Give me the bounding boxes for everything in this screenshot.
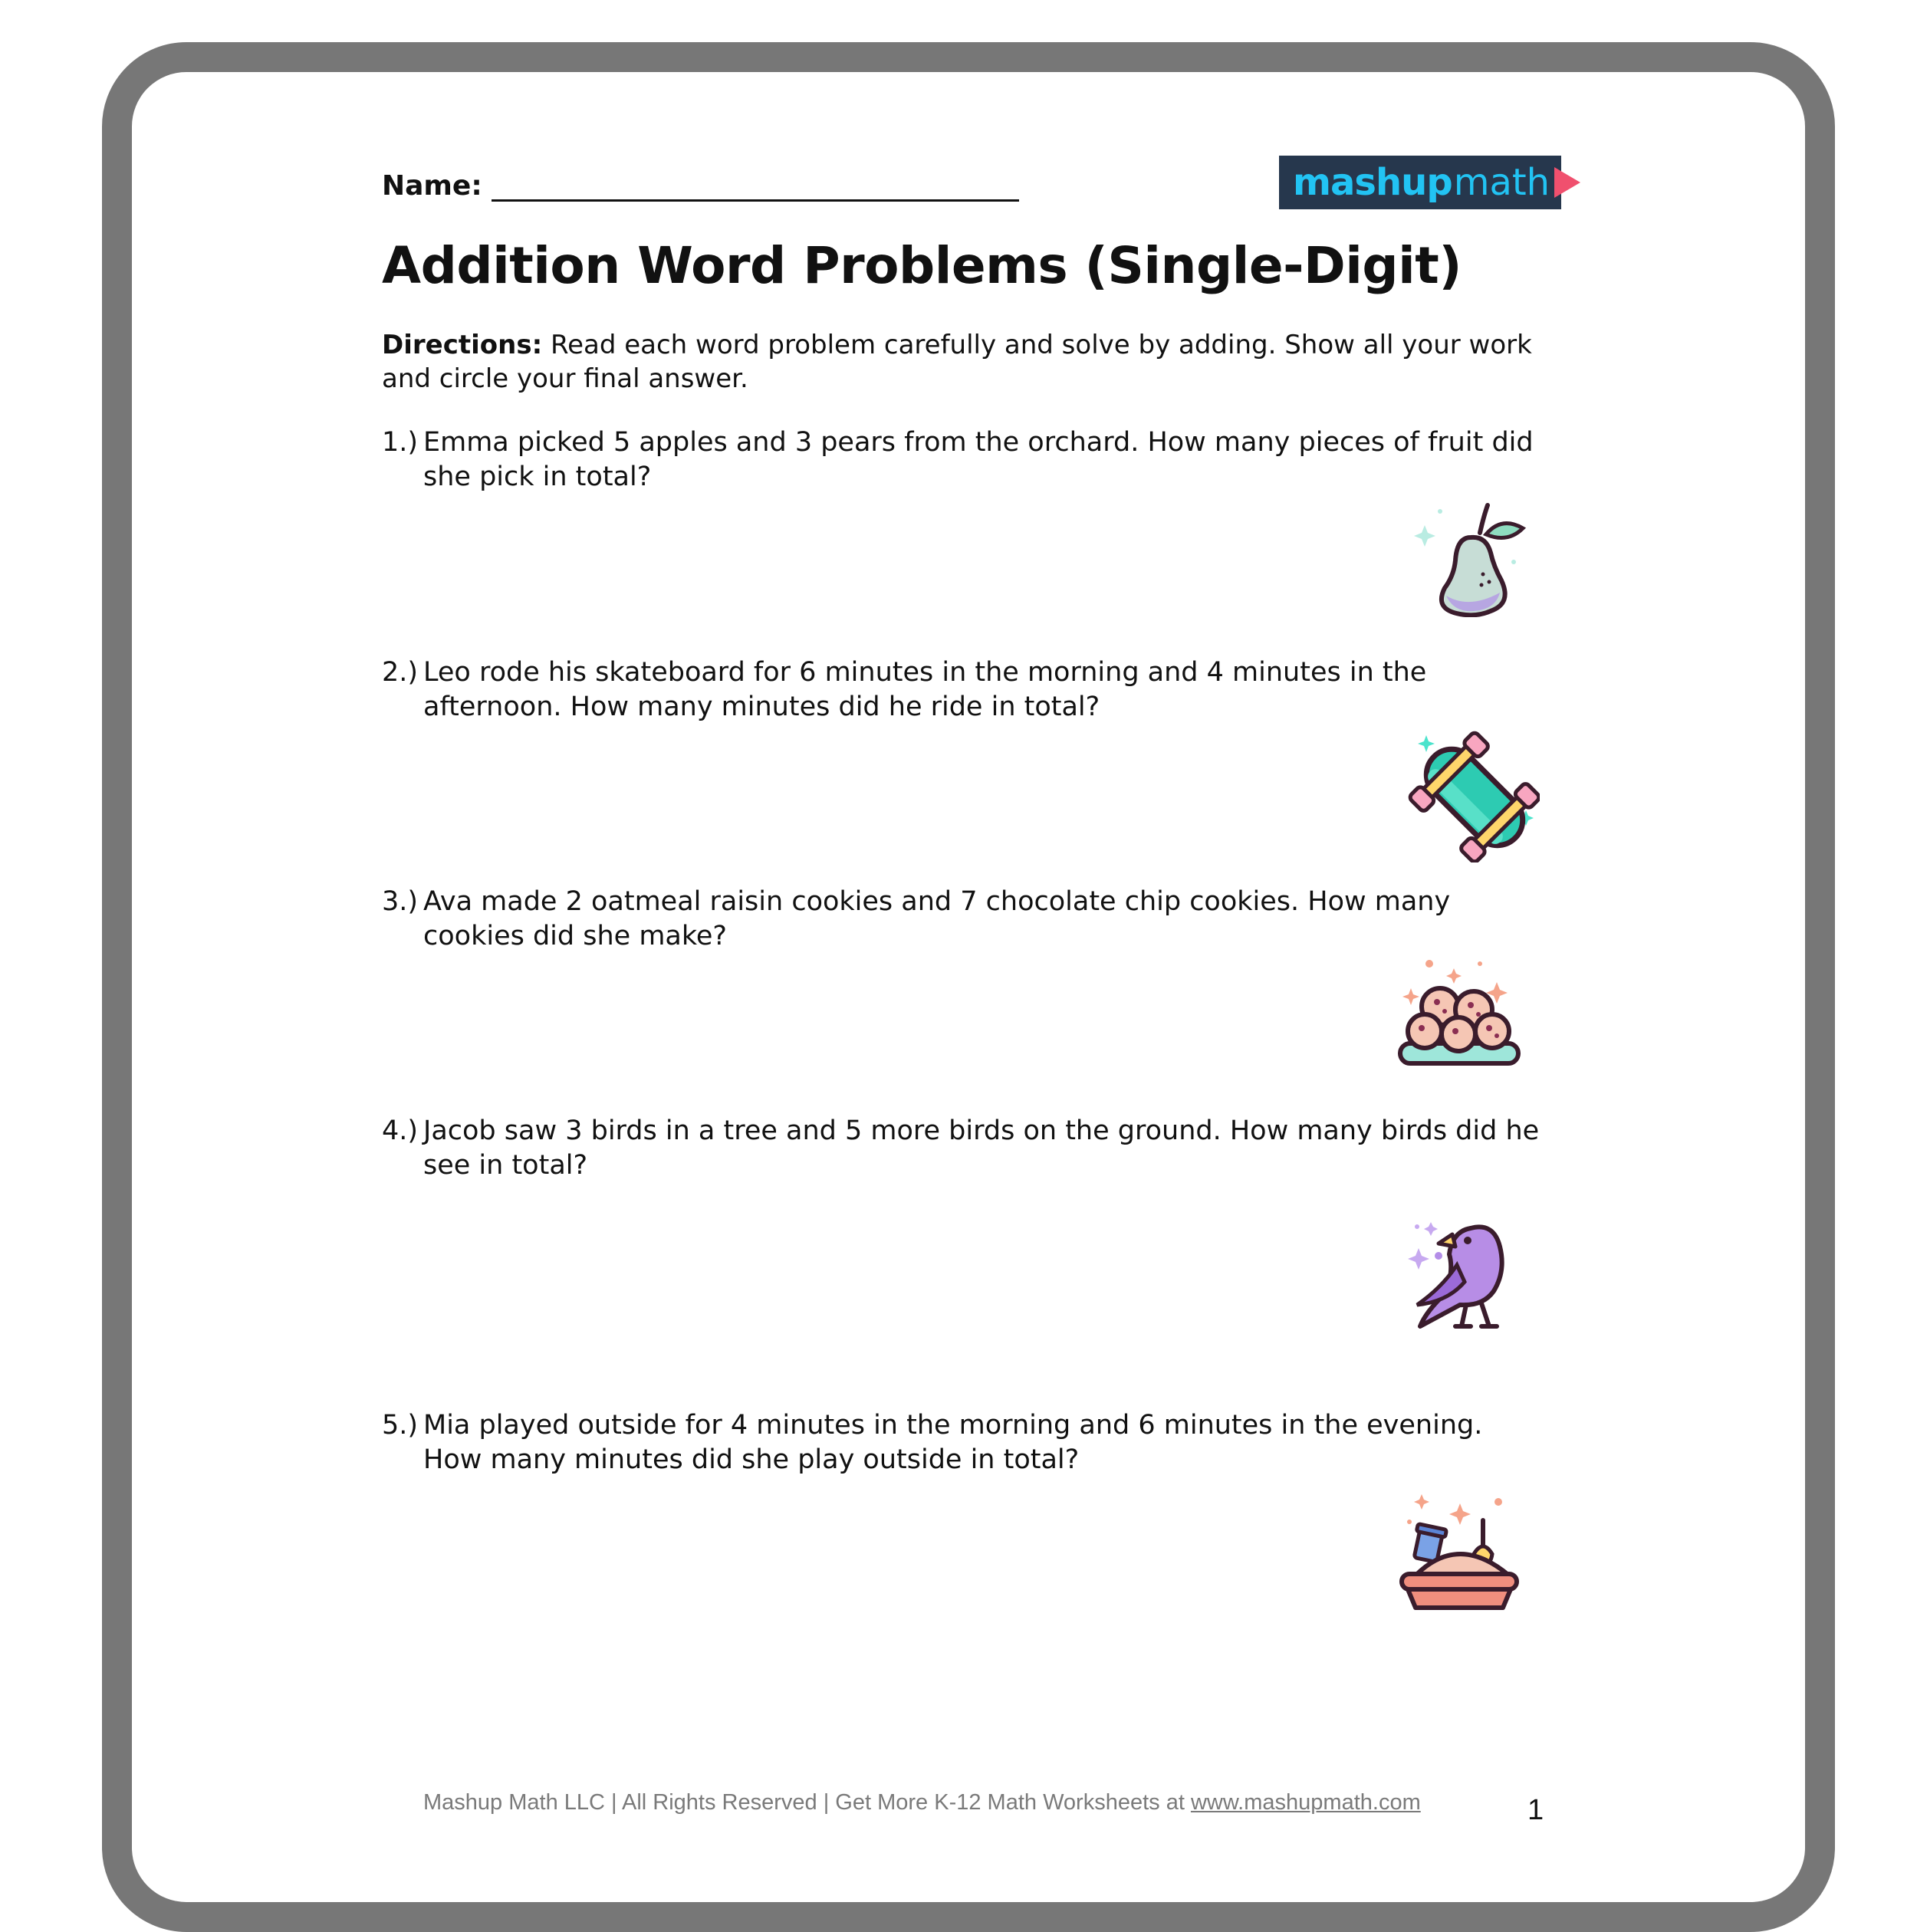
problem-1 bbox=[382, 426, 1547, 495]
problem-4 bbox=[382, 1114, 1547, 1183]
logo-text-mashup: mashup bbox=[1293, 161, 1452, 204]
page-title: Addition Word Problems (Single-Digit) bbox=[382, 236, 1462, 295]
sandbox-icon bbox=[1394, 1491, 1524, 1614]
directions bbox=[382, 328, 1563, 396]
problem-text: Mia played outside for 4 minutes in the morning and 6 minutes in the evening. How many minutes did she play outside in total? bbox=[423, 1410, 1483, 1475]
name-label: Name: bbox=[382, 170, 482, 202]
mashupmath-logo bbox=[1279, 156, 1561, 209]
footer bbox=[423, 1790, 1421, 1815]
cookies-icon bbox=[1394, 955, 1524, 1070]
bird-icon bbox=[1402, 1211, 1532, 1334]
name-field-line[interactable] bbox=[492, 172, 1019, 202]
problem-number: 5.) bbox=[382, 1410, 419, 1441]
problem-text: Emma picked 5 apples and 3 pears from the orchard. How many pieces of fruit did she pick in total? bbox=[423, 427, 1534, 492]
page-frame bbox=[102, 42, 1835, 1932]
problem-number: 1.) bbox=[382, 427, 419, 458]
skateboard-icon bbox=[1402, 724, 1540, 863]
footer-text: Mashup Math LLC | All Rights Reserved | Get More K-12 Math Worksheets at bbox=[423, 1790, 1191, 1815]
pear-icon bbox=[1409, 495, 1532, 617]
name-row bbox=[382, 170, 1019, 202]
logo-text-math: math bbox=[1453, 161, 1550, 204]
problem-text: Jacob saw 3 birds in a tree and 5 more birds on the ground. How many birds did he see in total? bbox=[423, 1116, 1540, 1181]
problem-number: 2.) bbox=[382, 657, 419, 688]
problem-number: 3.) bbox=[382, 886, 419, 917]
problem-text: Ava made 2 oatmeal raisin cookies and 7 chocolate chip cookies. How many cookies did she make? bbox=[423, 886, 1451, 951]
directions-text: Read each word problem carefully and solve by adding. Show all your work and circle your final answer. bbox=[382, 330, 1532, 394]
play-icon bbox=[1554, 167, 1580, 198]
problem-5 bbox=[382, 1408, 1547, 1477]
footer-link[interactable]: www.mashupmath.com bbox=[1190, 1790, 1421, 1815]
problem-3 bbox=[382, 885, 1547, 954]
problem-number: 4.) bbox=[382, 1116, 419, 1146]
problem-2 bbox=[382, 656, 1547, 724]
page-number: 1 bbox=[1527, 1794, 1544, 1826]
directions-label: Directions: bbox=[382, 330, 543, 360]
problem-text: Leo rode his skateboard for 6 minutes in the morning and 4 minutes in the afternoon. How many minutes did he ride in total? bbox=[423, 657, 1427, 722]
